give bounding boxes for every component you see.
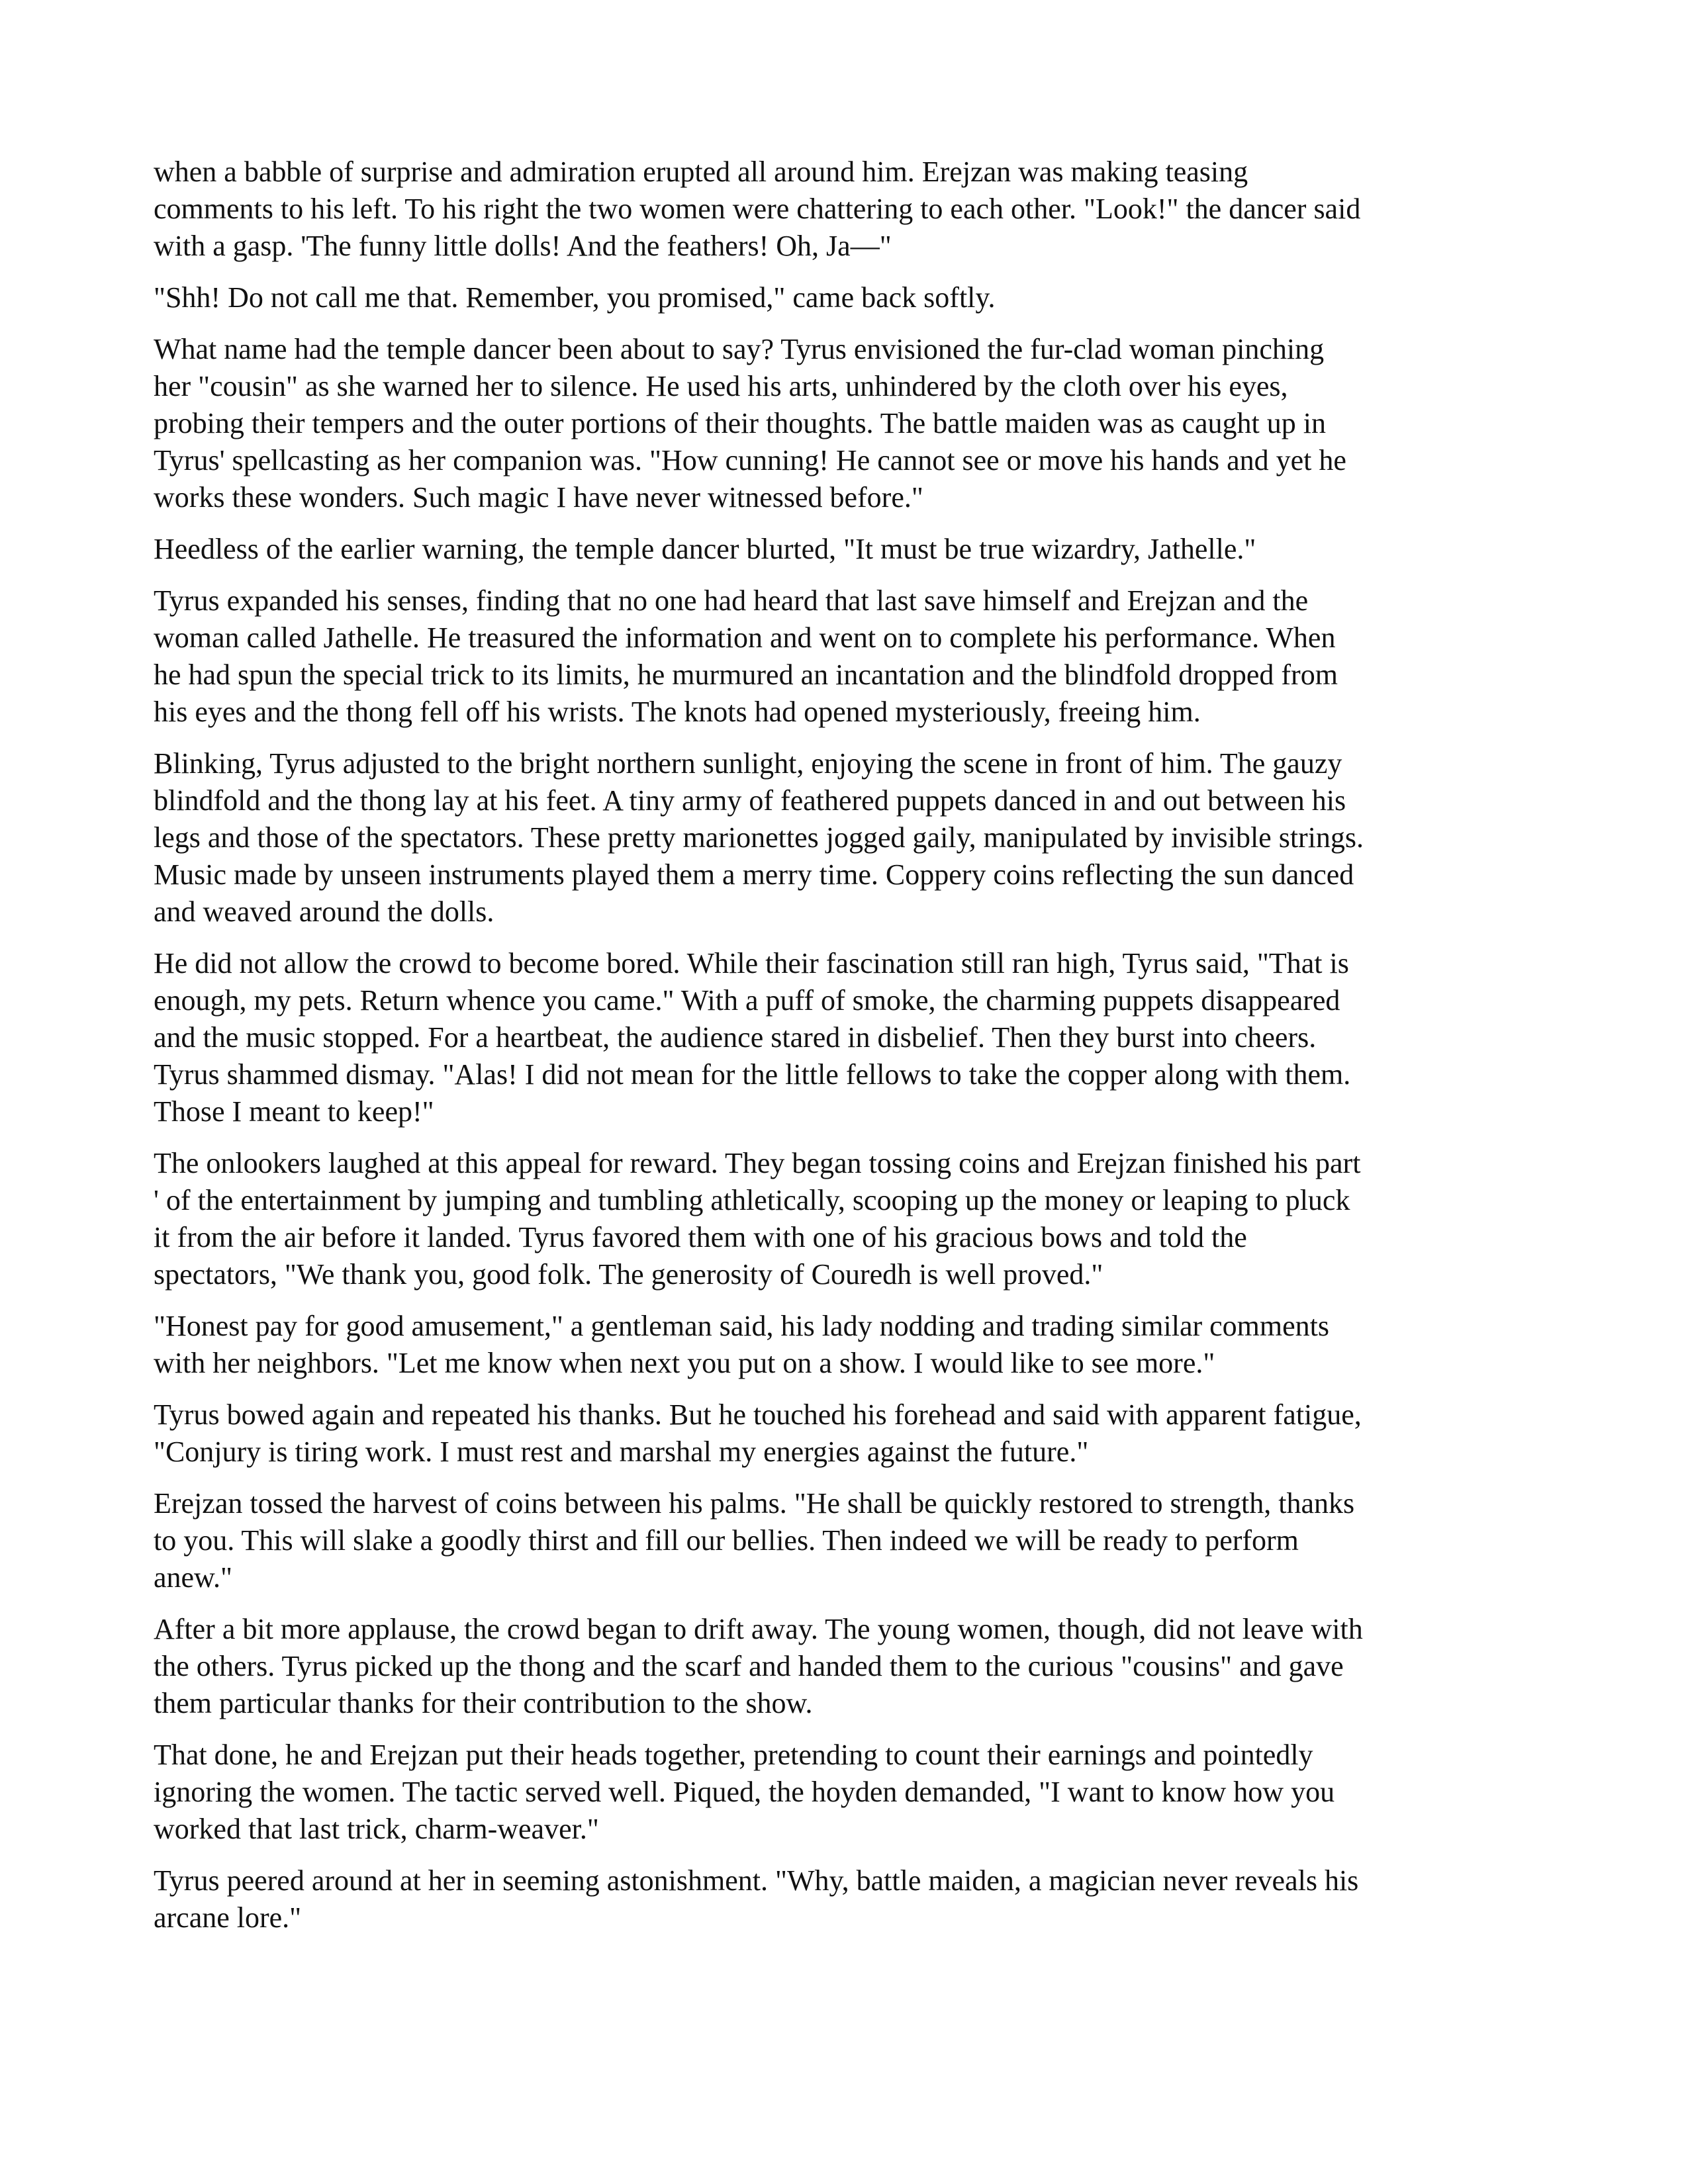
paragraph: What name had the temple dancer been about to say? Tyrus envisioned the fur-clad woman pinching her "cousin" as she warned her to silence. He used his arts, unhindered by the cloth over his eyes, probing their tempers and the outer portions of their thoughts. The battle maiden was as caught up in Tyrus' spellcasting as her companion was. "How cunning! He cannot see or move his hands and yet he works these wonders. Such magic I have never witnessed before." [154,333,1346,514]
paragraph: Tyrus expanded his senses, finding that no one had heard that last save himself and Erejzan and the woman called Jathelle. He treasured the information and went on to complete his performance. When he had spun the special trick to its limits, he murmured an incantation and the blindfold dropped from his eyes and the thong fell off his wrists. The knots had opened mysteriously, freeing him. [154,584,1338,728]
paragraph: Tyrus peered around at her in seeming astonishment. "Why, battle maiden, a magician never reveals his arcane lore." [154,1864,1359,1934]
paragraph: Erejzan tossed the harvest of coins between his palms. "He shall be quickly restored to strength, thanks to you. This will slake a goodly thirst and fill our bellies. Then indeed we will be ready to perform anew." [154,1487,1355,1594]
paragraph: Heedless of the earlier warning, the temple dancer blurted, "It must be true wizardry, Jathelle." [154,533,1256,565]
paragraph: That done, he and Erejzan put their heads together, pretending to count their earnings and pointedly ignoring the women. The tactic served well. Piqued, the hoyden demanded, "I want to know how you worked that last trick, charm-weaver." [154,1739,1335,1845]
paragraph: After a bit more applause, the crowd began to drift away. The young women, though, did not leave with the others. Tyrus picked up the thong and the scarf and handed them to the curious "cousins" and gave them particular thanks for their contribution to the show. [154,1613,1363,1719]
paragraph: Blinking, Tyrus adjusted to the bright northern sunlight, enjoying the scene in front of him. The gauzy blindfold and the thong lay at his feet. A tiny army of feathered puppets danced in and out between his legs and those of the spectators. These pretty marionettes jogged gaily, manipulated by invisible strings. Music made by unseen instruments played them a merry time. Coppery coins reflecting the sun danced and weaved around the dolls. [154,747,1364,928]
document-page [154,154,1530,1951]
paragraph: Tyrus bowed again and repeated his thanks. But he touched his forehead and said with apparent fatigue, "Conjury is tiring work. I must rest and marshal my energies against the future." [154,1398,1362,1468]
paragraph: "Honest pay for good amusement," a gentleman said, his lady nodding and trading similar comments with her neighbors. "Let me know when next you put on a show. I would like to see more." [154,1310,1330,1379]
paragraph: The onlookers laughed at this appeal for reward. They began tossing coins and Erejzan finished his part ' of the entertainment by jumping and tumbling athletically, scooping up the money or leaping to pluck it from the air before it landed. Tyrus favored them with one of his gracious bows and told the spectators, "We thank you, good folk. The generosity of Couredh is well proved." [154,1147,1361,1291]
paragraph: when a babble of surprise and admiration erupted all around him. Erejzan was making teasing comments to his left. To his right the two women were chattering to each other. "Look!" the dancer said with a gasp. 'The funny little dolls! And the feathers! Oh, Ja—" [154,156,1361,262]
paragraph: "Shh! Do not call me that. Remember, you promised," came back softly. [154,281,996,314]
paragraph: He did not allow the crowd to become bored. While their fascination still ran high, Tyrus said, "That is enough, my pets. Return whence you came." With a puff of smoke, the charming puppets disappeared and the music stopped. For a heartbeat, the audience stared in disbelief. Then they burst into cheers. Tyrus shammed dismay. "Alas! I did not mean for the little fellows to take the copper along with them. Those I meant to keep!" [154,947,1351,1128]
